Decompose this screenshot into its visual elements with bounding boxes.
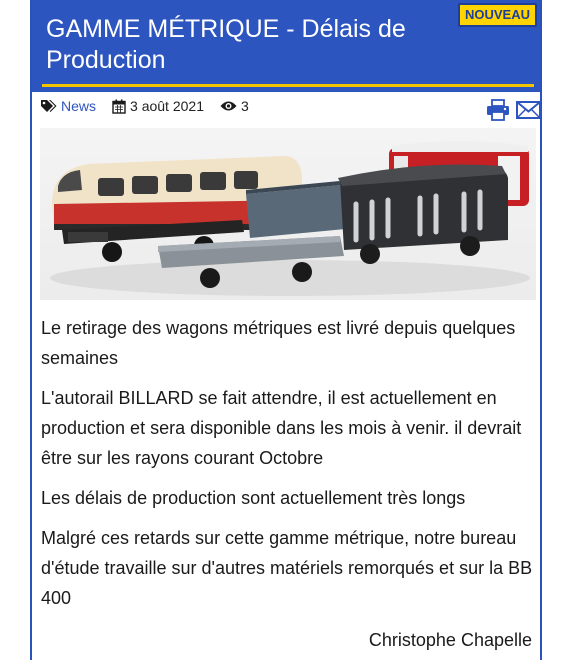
article-paragraph-2: L'autorail BILLARD se fait attendre, il est actuellement en production et sera disponible dans les mois à venir. il devrait être sur les rayons courant Octobre xyxy=(41,388,522,468)
category-meta[interactable] xyxy=(40,98,96,114)
tags-icon xyxy=(40,99,57,113)
article-tools xyxy=(480,99,541,121)
article-paragraph-4: Malgré ces retards sur cette gamme métrique, notre bureau d'étude travaille sur d'autres matériels remorqués et sur la BB 400 xyxy=(41,528,533,608)
publish-date: 3 août 2021 xyxy=(130,98,204,114)
print-icon[interactable] xyxy=(486,99,510,121)
views-meta xyxy=(220,98,249,114)
article-meta xyxy=(40,96,265,116)
author-signature: Christophe Chapelle xyxy=(368,630,532,650)
article-body xyxy=(41,313,535,623)
open-wagon-model xyxy=(246,180,356,238)
header-rule xyxy=(42,84,534,87)
category-link[interactable]: News xyxy=(61,98,97,114)
date-meta xyxy=(112,98,204,114)
article-card xyxy=(30,0,542,660)
article-photo xyxy=(40,128,536,300)
eye-icon xyxy=(220,100,237,112)
train-models-image xyxy=(40,128,536,300)
calendar-icon xyxy=(112,99,126,114)
new-badge: NOUVEAU xyxy=(458,3,537,27)
article-paragraph-1: Le retirage des wagons métriques est livré depuis quelques semaines xyxy=(41,318,516,368)
envelope-icon[interactable] xyxy=(516,101,541,119)
article-paragraph-3: Les délais de production sont actuellement très longs xyxy=(41,488,466,508)
box-van-model xyxy=(338,165,508,265)
article-title: GAMME MÉTRIQUE - Délais de Production xyxy=(46,15,406,74)
view-count: 3 xyxy=(240,98,249,114)
article-header xyxy=(32,0,540,92)
